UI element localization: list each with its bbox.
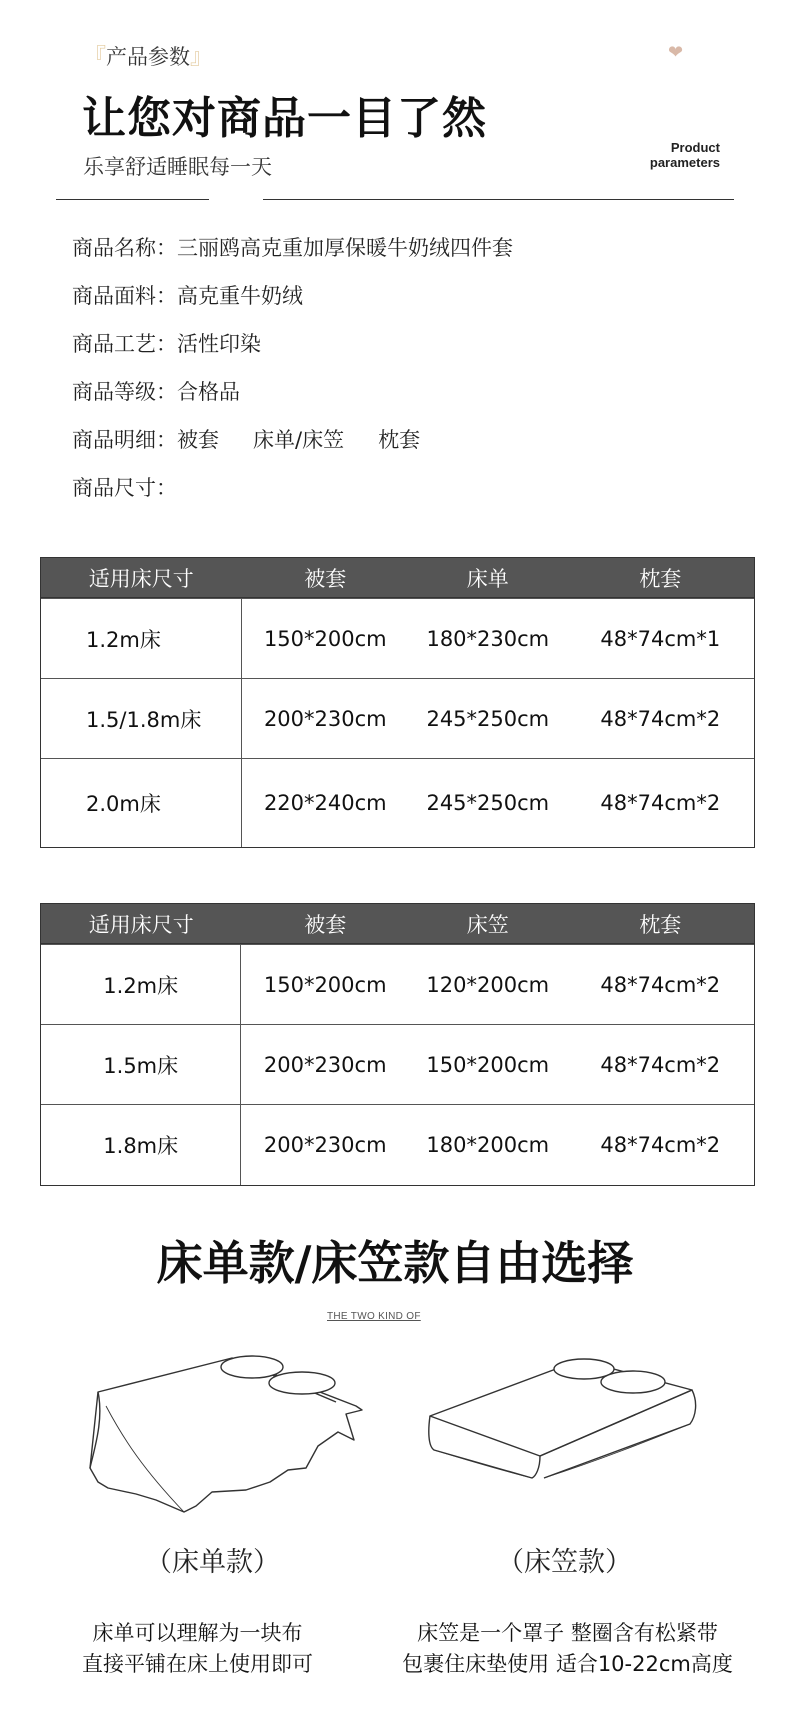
flat-sheet-illustration [84, 1350, 374, 1530]
spec-name [72, 232, 513, 280]
fitted-sheet-illustration [420, 1350, 710, 1510]
table-cell: 150*200cm [263, 972, 387, 997]
table-cell: 200*230cm [263, 1133, 387, 1157]
choice-section-title: 床单款/床笠款自由选择 [156, 1236, 634, 1290]
table-header [41, 558, 754, 598]
table-cell: 200*230cm [263, 1052, 387, 1077]
table-cell: 48*74cm*1 [600, 626, 721, 651]
spec-grade [72, 376, 513, 424]
tag-bracket-open: 『 [84, 45, 107, 70]
spec-key: 商品明细： [72, 428, 177, 452]
header-cell: 适用床尺寸 [88, 566, 194, 591]
english-badge [600, 140, 720, 170]
size-table-sheet [40, 557, 755, 848]
fitted-sheet-caption: （床笠款） [497, 1547, 632, 1578]
table-row [41, 598, 754, 678]
spec-key: 商品等级： [72, 380, 177, 404]
table-cell: 2.0m床 [41, 759, 242, 847]
english-badge-line1: Product [670, 140, 720, 155]
table-cell: 48*74cm*2 [600, 972, 721, 997]
desc-line: 床单可以理解为一块布 [92, 1621, 303, 1645]
section-tag [84, 40, 212, 71]
header-cell: 枕套 [639, 566, 682, 591]
table-cell: 1.2m床 [41, 599, 242, 678]
table-cell: 200*230cm [263, 706, 387, 731]
spec-value: 活性印染 [177, 332, 261, 356]
table-cell: 245*250cm [426, 791, 550, 815]
table-cell: 48*74cm*2 [600, 791, 721, 815]
spec-item: 床单/床笠 [253, 428, 345, 452]
fitted-sheet-description [390, 1618, 745, 1680]
flat-sheet-description [20, 1618, 375, 1680]
spec-item: 枕套 [378, 428, 421, 452]
header-cell: 床笠 [466, 912, 509, 937]
spec-details [72, 424, 513, 472]
table-cell: 180*230cm [426, 626, 550, 651]
desc-line: 包裹住床垫使用 适合10-22cm高度 [402, 1652, 733, 1676]
divider-left [56, 199, 209, 200]
size-table-fitted [40, 903, 755, 1186]
choice-section-subtitle: THE TWO KIND OF [327, 1311, 421, 1322]
flat-sheet-caption: （床单款） [145, 1547, 280, 1578]
spec-value: 高克重牛奶绒 [177, 284, 303, 308]
table-row [41, 1104, 754, 1185]
spec-process [72, 328, 513, 376]
table-row [41, 758, 754, 847]
table-cell: 1.8m床 [41, 1105, 241, 1185]
table-cell: 180*200cm [426, 1133, 550, 1157]
divider-right [263, 199, 734, 200]
table-cell: 48*74cm*2 [600, 1133, 721, 1157]
spec-item: 被套 [177, 428, 219, 452]
table-cell: 48*74cm*2 [600, 706, 721, 731]
page-subtitle: 乐享舒适睡眠每一天 [83, 155, 272, 179]
spec-fabric [72, 280, 513, 328]
table-row [41, 678, 754, 758]
spec-size [72, 472, 513, 520]
spec-key: 商品尺寸： [72, 476, 177, 500]
table-header [41, 904, 754, 944]
header-cell: 被套 [304, 912, 347, 937]
heart-icon: ❤ [668, 42, 684, 63]
table-cell: 150*200cm [263, 626, 387, 651]
spec-list [72, 232, 513, 520]
spec-key: 商品面料： [72, 284, 177, 308]
table-cell: 245*250cm [426, 706, 550, 731]
header-cell: 适用床尺寸 [88, 912, 194, 937]
table-cell: 1.2m床 [41, 945, 241, 1024]
spec-key: 商品工艺： [72, 332, 177, 356]
header-cell: 被套 [304, 566, 347, 591]
table-row [41, 1024, 754, 1104]
table-cell: 48*74cm*2 [600, 1052, 721, 1077]
product-parameters-header [0, 0, 790, 210]
table-cell: 1.5m床 [41, 1025, 241, 1104]
table-cell: 150*200cm [426, 1052, 550, 1077]
tag-label: 产品参数 [106, 45, 191, 69]
desc-line: 直接平铺在床上使用即可 [82, 1652, 313, 1676]
table-cell: 220*240cm [263, 791, 387, 815]
desc-line: 床笠是一个罩子 整圈含有松紧带 [417, 1621, 718, 1645]
header-cell: 枕套 [639, 912, 682, 937]
page-title: 让您对商品一目了然 [82, 93, 487, 144]
spec-value: 合格品 [177, 380, 240, 404]
tag-bracket-close: 』 [190, 45, 213, 70]
header-cell: 床单 [466, 566, 509, 591]
table-cell: 1.5/1.8m床 [41, 679, 242, 758]
table-cell: 120*200cm [426, 972, 550, 997]
spec-value: 三丽鸥高克重加厚保暖牛奶绒四件套 [177, 236, 513, 260]
table-row [41, 944, 754, 1024]
spec-key: 商品名称： [72, 236, 177, 260]
english-badge-line2: parameters [649, 155, 720, 170]
